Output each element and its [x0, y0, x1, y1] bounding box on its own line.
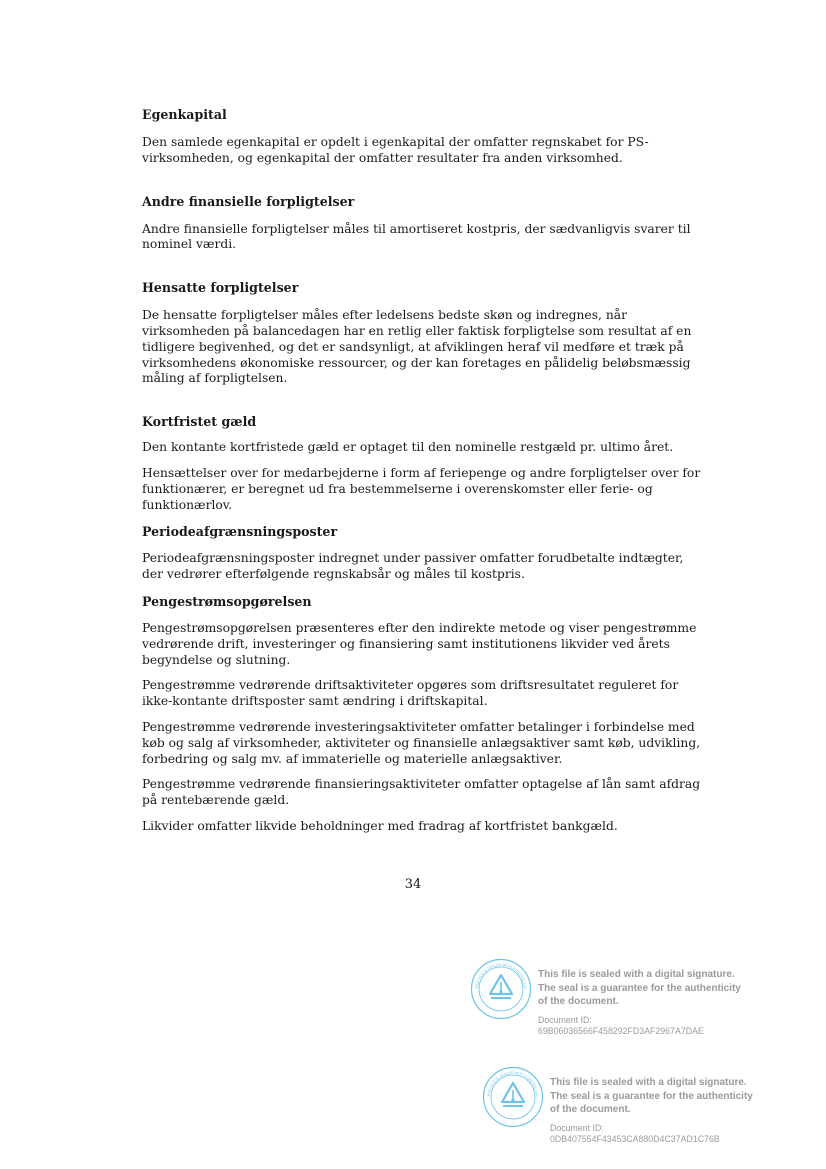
section-paragraph: Pengestrømme vedrørende finansieringsaktiviteter omfatter optagelse af lån samt afdrag på rentebærende gæld. [142, 777, 701, 808]
page-number: 34 [404, 877, 422, 892]
seal-pen-icon [482, 1066, 544, 1128]
seal-line-1: This file is sealed with a digital signature. [538, 969, 735, 980]
svg-text:THIS FILE IS SEALED WITH A DIG [482, 1066, 539, 1097]
seal-line-3: of the document. [550, 1104, 631, 1115]
seal-document-id: 0DB407554F43453CA880D4C37AD1C76B [550, 1133, 720, 1144]
section-paragraph: Pengestrømme vedrørende investeringsaktiviteter omfatter betalinger i forbindelse med køb og salg af virksomheder, aktiviteter og finansielle anlægsaktiver samt køb, udvikling, forbedring og salg mv. af immaterielle og materielle anlægsaktiver. [142, 719, 701, 766]
section-paragraph: Den samlede egenkapital er opdelt i egenkapital der omfatter regnskabet for PS-virksomheden, og egenkapital der omfatter resultater fra anden virksomhed. [142, 135, 649, 165]
section-paragraph: Pengestrømsopgørelsen præsenteres efter den indirekte metode og viser pengestrømme vedrørende drift, investeringer og finansiering samt institutionens likvider ved årets begyndelse og slutning. [142, 620, 697, 667]
section-heading-pengestroemsopgoerelsen: Pengestrømsopgørelsen [142, 593, 312, 609]
section-heading-egenkapital: Egenkapital [142, 107, 227, 122]
section-paragraph: De hensatte forpligtelser måles efter ledelsens bedste skøn og indregnes, når virksomheden på balancedagen har en retlig eller faktisk forpligtelse som resultat af en tidligere begivenhed, og det er sandsynligt, at afviklingen heraf vil medføre et træk på virksomhedens økonomiske ressourcer, og der kan foretages en pålidelig beløbsmæssig måling af forpligtelsen. [142, 308, 692, 386]
seal-text [538, 968, 741, 1037]
section-heading-kortfristet-gaeld: Kortfristet gæld [142, 414, 257, 430]
seal-pen-icon [470, 958, 532, 1020]
seal-line-2: The seal is a guarantee for the authenticity [550, 1090, 753, 1102]
seal-ring-text: THIS FILE IS SEALED WITH A DIGITAL SIG [474, 962, 528, 990]
section-paragraph: Den kontante kortfristede gæld er optaget til den nominelle restgæld pr. ultimo året. [142, 440, 674, 455]
seal-document-id-label: Document ID: [538, 1014, 592, 1025]
seal-line-2: The seal is a guarantee for the authenticity [538, 982, 741, 994]
seal-line-3: of the document. [538, 996, 619, 1007]
seal-ring-text: THIS FILE IS SEALED WITH A DIGITAL SIG [486, 1070, 540, 1098]
section-paragraph: Hensættelser over for medarbejderne i form af feriepenge og andre forpligtelser over for funktionærer, er beregnet ud fra bestemmelserne i overenskomster eller ferie- og funktionærlov. [142, 465, 701, 512]
section-heading-hensatte-forpligtelser: Hensatte forpligtelser [142, 280, 299, 296]
svg-text:THIS FILE IS SEALED WITH A DIG [470, 958, 527, 989]
section-heading-andre-finansielle-forpligtelser: Andre finansielle forpligtelser [142, 193, 355, 209]
digital-seal [470, 958, 770, 1038]
seal-document-id-label: Document ID: [550, 1122, 604, 1133]
document-body [142, 106, 702, 835]
seal-text [550, 1076, 753, 1145]
seal-line-1: This file is sealed with a digital signature. [550, 1077, 747, 1088]
section-paragraph: Periodeafgrænsningsposter indregnet under passiver omfatter forudbetalte indtægter, der vedrører efterfølgende regnskabsår og måles til kostpris. [142, 551, 684, 582]
seal-document-id: 69B06036566F458292FD3AF2967A7DAE [538, 1025, 704, 1036]
section-heading-periodeafgraensningsposter: Periodeafgrænsningsposter [142, 524, 338, 540]
section-paragraph: Likvider omfatter likvide beholdninger med fradrag af kortfristet bankgæld. [142, 818, 618, 833]
section-paragraph: Andre finansielle forpligtelser måles til amortiseret kostpris, der sædvanligvis svarer til nominel værdi. [142, 221, 691, 252]
digital-seal [482, 1066, 782, 1146]
section-paragraph: Pengestrømme vedrørende driftsaktiviteter opgøres som driftsresultatet reguleret for ikke-kontante driftsposter samt ændring i driftskapital. [142, 678, 679, 709]
